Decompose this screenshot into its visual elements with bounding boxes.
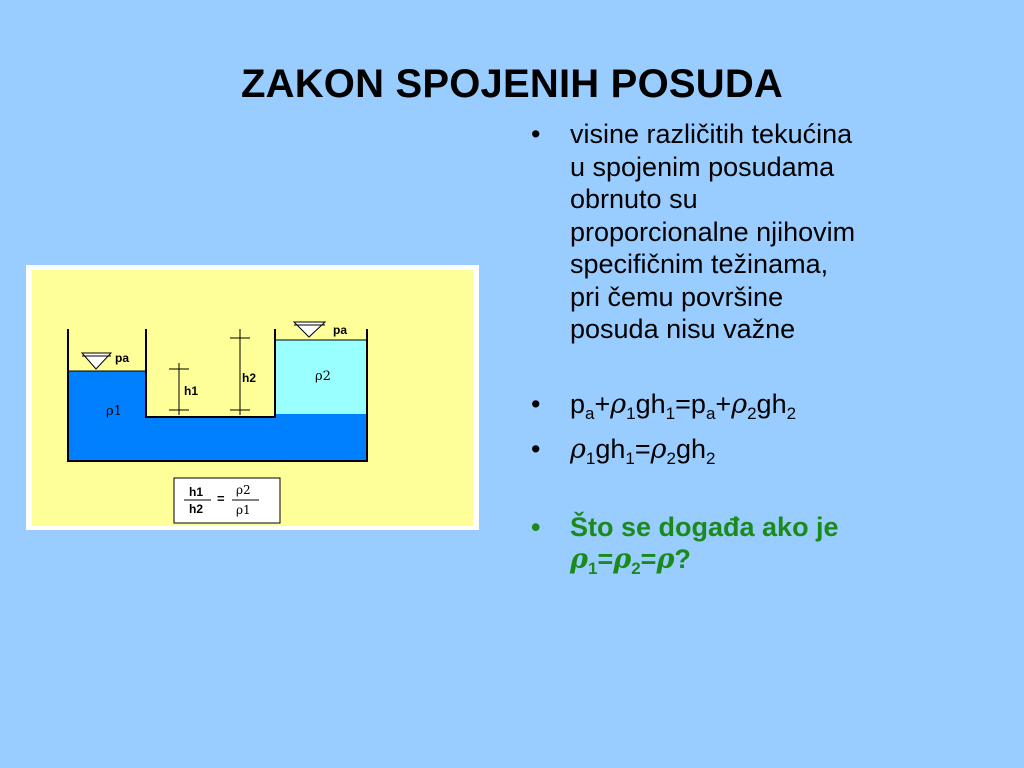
eq-p: p: [690, 388, 706, 419]
eq-equals: =: [634, 434, 651, 464]
eq-sub-a: a: [585, 403, 595, 423]
eq-rho: ρ: [570, 544, 588, 575]
eq-rho: ρ: [650, 434, 667, 465]
question-mark: ?: [674, 544, 691, 574]
eq-plus: +: [594, 388, 611, 419]
eq-gh: gh: [635, 388, 666, 419]
bullet-line: obrnuto su: [570, 184, 698, 214]
formula-h1: h1: [189, 485, 204, 499]
bullet-marker: •: [531, 511, 541, 542]
bullet-line: posuda nisu važne: [570, 314, 796, 344]
bullet-marker: •: [531, 434, 541, 464]
bullet-equation-2: [528, 433, 968, 467]
eq-sub-1: 1: [585, 449, 596, 468]
eq-sub-1: 1: [587, 559, 598, 578]
rho1-label: ρ1: [106, 404, 122, 419]
formula-equals: =: [217, 491, 225, 506]
bullet-line: pri čemu površine: [570, 281, 784, 312]
eq-sub-2: 2: [631, 559, 641, 578]
rho2-label: ρ2: [315, 369, 331, 384]
slide-title: ZAKON SPOJENIH POSUDA: [240, 62, 784, 106]
eq-equals: =: [597, 544, 614, 574]
bullet-list: [528, 118, 968, 577]
bullet-line: visine različitih tekućina: [570, 119, 853, 149]
h2-label: h2: [242, 371, 257, 385]
eq-sub-2: 2: [706, 449, 716, 468]
eq-equals: =: [640, 544, 657, 574]
eq-rho: ρ: [656, 544, 675, 575]
bullet-question: [528, 511, 968, 577]
eq-rho: ρ: [610, 388, 627, 420]
bullet-marker: •: [531, 388, 541, 419]
eq-gh: gh: [595, 434, 626, 464]
eq-p: p: [570, 388, 586, 419]
formula-rho2: ρ2: [236, 483, 251, 497]
eq-rho: ρ: [613, 544, 632, 575]
pa-left-label: pa: [115, 351, 130, 365]
bullet-equation-1: [528, 388, 968, 422]
formula-rho1: ρ1: [236, 503, 251, 517]
question-line: Što se događa ako je: [570, 511, 839, 542]
h1-label: h1: [184, 384, 199, 398]
bullet-law-statement: [528, 118, 968, 346]
eq-sub-2: 2: [786, 403, 797, 423]
eq-rho: ρ: [731, 388, 748, 420]
bullet-line: u spojenim posudama: [570, 151, 835, 182]
formula-h2: h2: [189, 502, 204, 516]
eq-gh: gh: [675, 434, 707, 464]
eq-sub-2: 2: [666, 449, 676, 468]
eq-plus: +: [715, 388, 732, 419]
connected-vessels-diagram: [26, 265, 479, 530]
eq-sub-2: 2: [747, 403, 757, 423]
eq-sub-a: a: [705, 403, 716, 423]
eq-sub-1: 1: [625, 449, 635, 468]
question-equation: [570, 543, 968, 577]
eq-equals: =: [675, 388, 691, 419]
bullet-line: proporcionalne njihovim: [570, 216, 856, 247]
pa-right-label: pa: [333, 323, 348, 337]
eq-gh: gh: [756, 388, 787, 419]
eq-sub-1: 1: [626, 403, 636, 423]
eq-sub-1: 1: [665, 403, 676, 423]
bullet-line: specifičnim težinama,: [570, 249, 829, 279]
eq-rho: ρ: [570, 434, 586, 465]
bullet-marker: •: [531, 119, 541, 149]
